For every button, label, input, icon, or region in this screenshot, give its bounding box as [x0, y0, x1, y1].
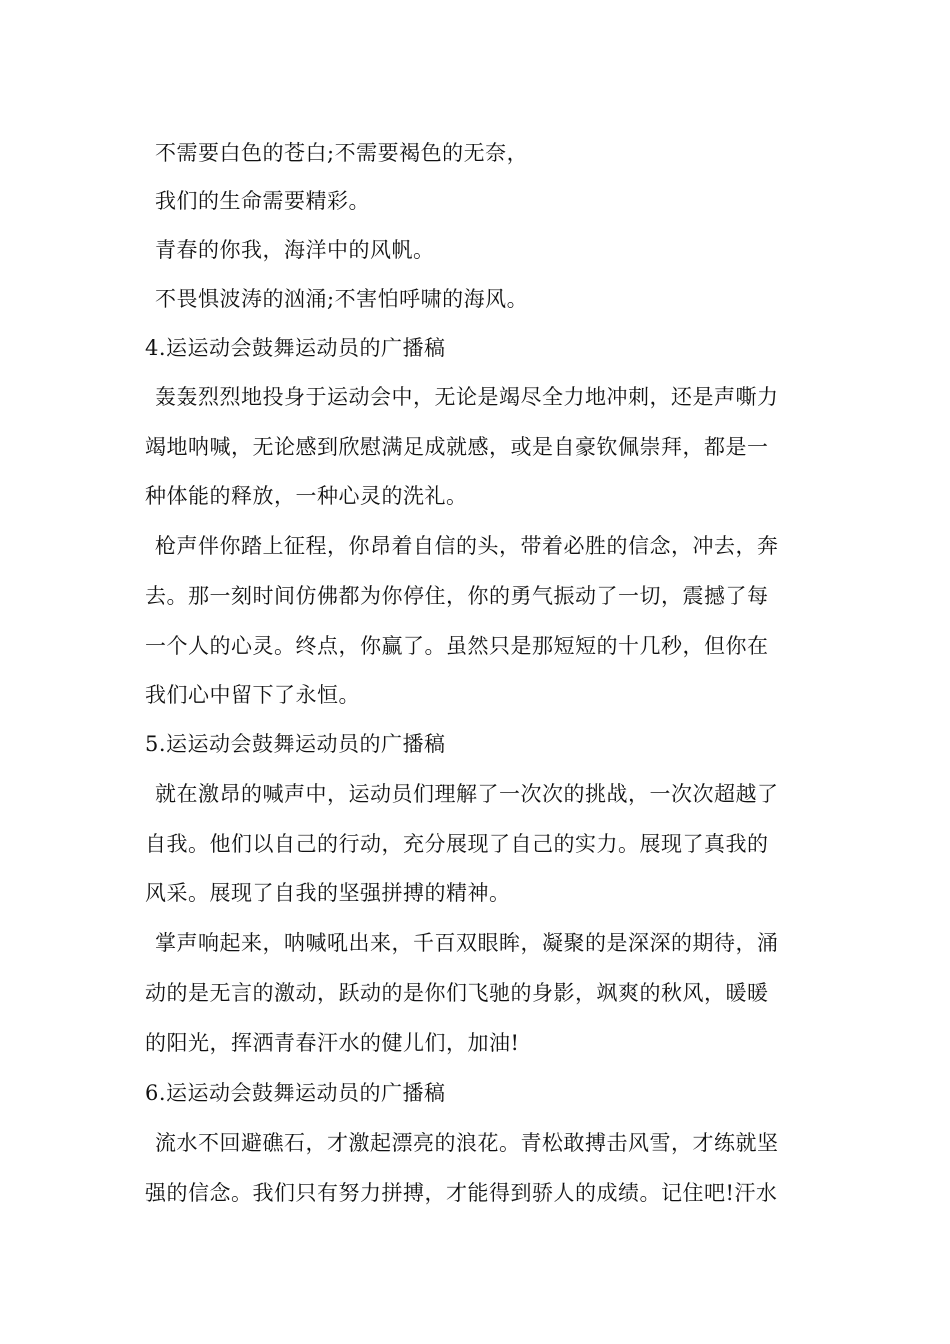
section-heading: 6.运运动会鼓舞运动员的广播稿 — [145, 1081, 446, 1105]
paragraph-line: 竭地呐喊，无论感到欣慰满足成就感，或是自豪钦佩崇拜，都是一 — [145, 435, 769, 459]
paragraph-line: 就在激昂的喊声中，运动员们理解了一次次的挑战，一次次超越了 — [155, 782, 779, 806]
paragraph-line: 强的信念。我们只有努力拼搏，才能得到骄人的成绩。记住吧!汗水 — [145, 1181, 778, 1205]
paragraph-line: 掌声响起来，呐喊吼出来，千百双眼眸，凝聚的是深深的期待，涌 — [155, 931, 779, 955]
paragraph-line: 的阳光，挥洒青春汗水的健儿们，加油! — [145, 1031, 520, 1055]
paragraph-line: 自我。他们以自己的行动，充分展现了自己的实力。展现了真我的 — [145, 832, 769, 856]
paragraph-line: 轰轰烈烈地投身于运动会中，无论是竭尽全力地冲刺，还是声嘶力 — [155, 385, 779, 409]
paragraph-line: 流水不回避礁石，才激起漂亮的浪花。青松敢搏击风雪，才练就坚 — [155, 1131, 779, 1155]
paragraph-line: 不畏惧波涛的汹涌;不害怕呼啸的海风。 — [155, 287, 529, 311]
paragraph-line: 青春的你我，海洋中的风帆。 — [155, 238, 435, 262]
paragraph-line: 不需要白色的苍白;不需要褐色的无奈， — [155, 141, 529, 165]
paragraph-line: 一个人的心灵。终点，你赢了。虽然只是那短短的十几秒，但你在 — [145, 634, 769, 658]
section-heading: 4.运运动会鼓舞运动员的广播稿 — [145, 336, 446, 360]
paragraph-line: 我们的生命需要精彩。 — [155, 189, 370, 213]
paragraph-line: 风采。展现了自我的坚强拼搏的精神。 — [145, 881, 511, 905]
paragraph-line: 种体能的释放，一种心灵的洗礼。 — [145, 484, 468, 508]
paragraph-line: 枪声伴你踏上征程，你昂着自信的头，带着必胜的信念，冲去，奔 — [155, 534, 779, 558]
paragraph-line: 动的是无言的激动，跃动的是你们飞驰的身影，飒爽的秋风，暖暖 — [145, 981, 769, 1005]
section-heading: 5.运运动会鼓舞运动员的广播稿 — [145, 732, 446, 756]
paragraph-line: 我们心中留下了永恒。 — [145, 683, 360, 707]
paragraph-line: 去。那一刻时间仿佛都为你停住，你的勇气振动了一切，震撼了每 — [145, 584, 769, 608]
